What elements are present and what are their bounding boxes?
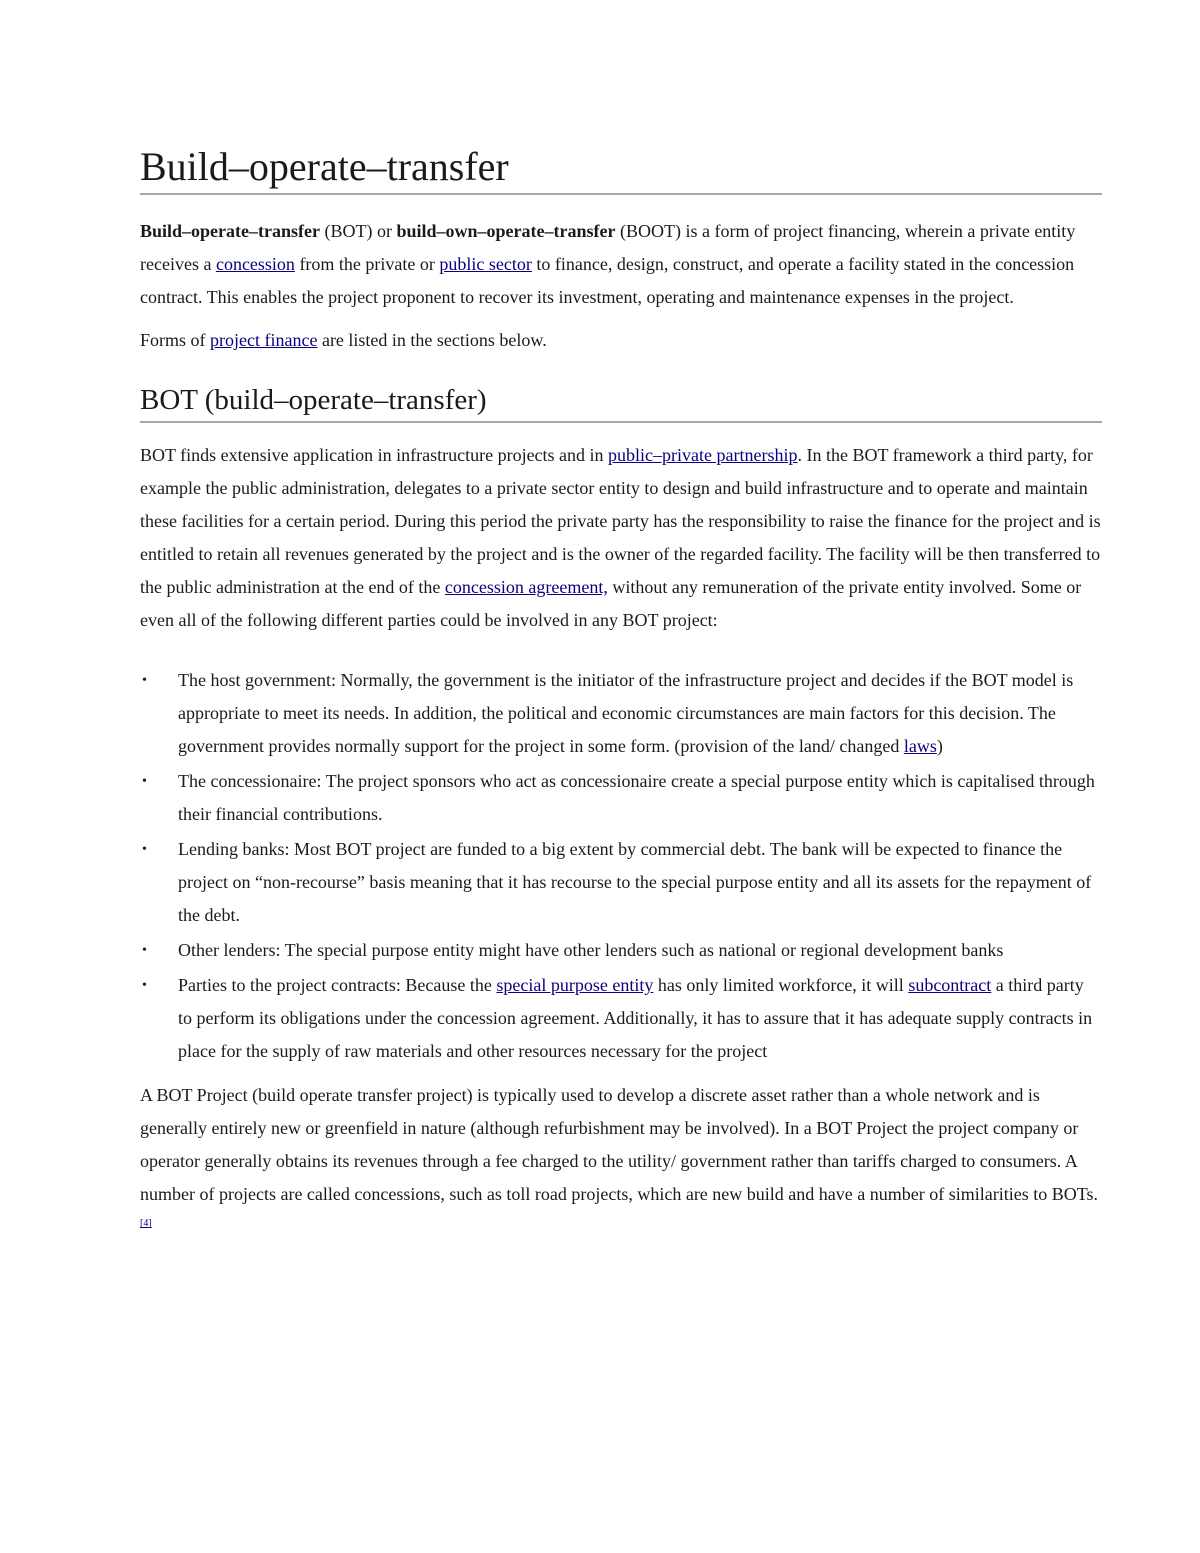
link-laws[interactable]: laws bbox=[903, 736, 937, 756]
reference-link-4[interactable]: [4] bbox=[140, 1218, 152, 1229]
list-item-lending-banks: • Lending banks: Most BOT project are funded to a big extent by commercial debt. The bank will be expected to finance the project on “non-recourse” basis meaning that it has recourse to the special purpose entity and all its assets for the repayment of the debt. bbox=[140, 833, 1102, 932]
parties-list bbox=[140, 664, 1102, 1068]
link-public-sector[interactable]: public sector bbox=[439, 254, 532, 274]
link-concession[interactable]: concession bbox=[215, 254, 295, 274]
link-special-purpose-entity[interactable]: special purpose entity bbox=[496, 975, 654, 995]
list-item-other-lenders: • Other lenders: The special purpose entity might have other lenders such as national or regional development banks bbox=[140, 934, 1102, 967]
forms-paragraph: Forms of project finance are listed in the sections below. bbox=[140, 330, 547, 350]
list-item-parties-to-contracts: • Parties to the project contracts: Because the special purpose entity has only limited workforce, it will subcontract a third party to perform its obligations under the concession agreement. Additionally, it has to assure that it has adequate supply contracts in place for the supply of raw materials and other resources necessary for the project bbox=[140, 969, 1102, 1068]
bullet-icon: • bbox=[142, 673, 147, 688]
link-project-finance[interactable]: project finance bbox=[210, 330, 318, 350]
page-title: Build–operate–transfer bbox=[140, 142, 1102, 195]
bold-term-boot: build–own–operate–transfer bbox=[396, 221, 616, 241]
link-public-private-partnership[interactable]: public–private partnership bbox=[608, 445, 798, 465]
document-page bbox=[140, 142, 1102, 1244]
bullet-icon: • bbox=[142, 842, 147, 857]
bullet-icon: • bbox=[142, 774, 147, 789]
bullet-icon: • bbox=[142, 978, 147, 993]
list-item-concessionaire: • The concessionaire: The project sponsors who act as concessionaire create a special purpose entity which is capitalised through their financial contributions. bbox=[140, 765, 1102, 831]
section-heading-bot: BOT (build–operate–transfer) bbox=[140, 381, 1102, 423]
bold-term-bot: Build–operate–transfer bbox=[140, 221, 320, 241]
link-subcontract[interactable]: subcontract bbox=[908, 975, 992, 995]
list-item-host-government: • The host government: Normally, the government is the initiator of the infrastructure project and decides if the BOT model is appropriate to meet its needs. In addition, the political and economic circumstances are main factors for this decision. The government provides normally support for the project in some form. (provision of the land/ changed laws) bbox=[140, 664, 1102, 763]
bot-project-paragraph: A BOT Project (build operate transfer project) is typically used to develop a discrete asset rather than a whole network and is generally entirely new or greenfield in nature (although refurbishment may be involved). In a BOT Project the project company or operator generally obtains its revenues through a fee charged to the utility/ government rather than tariffs charged to consumers. A number of projects are called concessions, such as toll road projects, which are new build and have a number of similarities to BOTs.[4] bbox=[140, 1085, 1098, 1229]
intro-paragraph: Build–operate–transfer (BOT) or build–own–operate–transfer (BOOT) is a form of project financing, wherein a private entity receives a concession from the private or public sector to finance, design, construct, and operate a facility stated in the concession contract. This enables the project proponent to recover its investment, operating and maintenance expenses in the project. bbox=[140, 221, 1076, 307]
bot-paragraph: BOT finds extensive application in infrastructure projects and in public–private partnership. In the BOT framework a third party, for example the public administration, delegates to a private sector entity to design and build infrastructure and to operate and maintain these facilities for a certain period. During this period the private party has the responsibility to raise the finance for the project and is entitled to retain all revenues generated by the project and is the owner of the regarded facility. The facility will be then transferred to the public administration at the end of the concession agreement, without any remuneration of the private entity involved. Some or even all of the following different parties could be involved in any BOT project: bbox=[140, 445, 1101, 630]
link-concession-agreement[interactable]: concession agreement, bbox=[444, 577, 608, 597]
bullet-icon: • bbox=[142, 943, 147, 958]
